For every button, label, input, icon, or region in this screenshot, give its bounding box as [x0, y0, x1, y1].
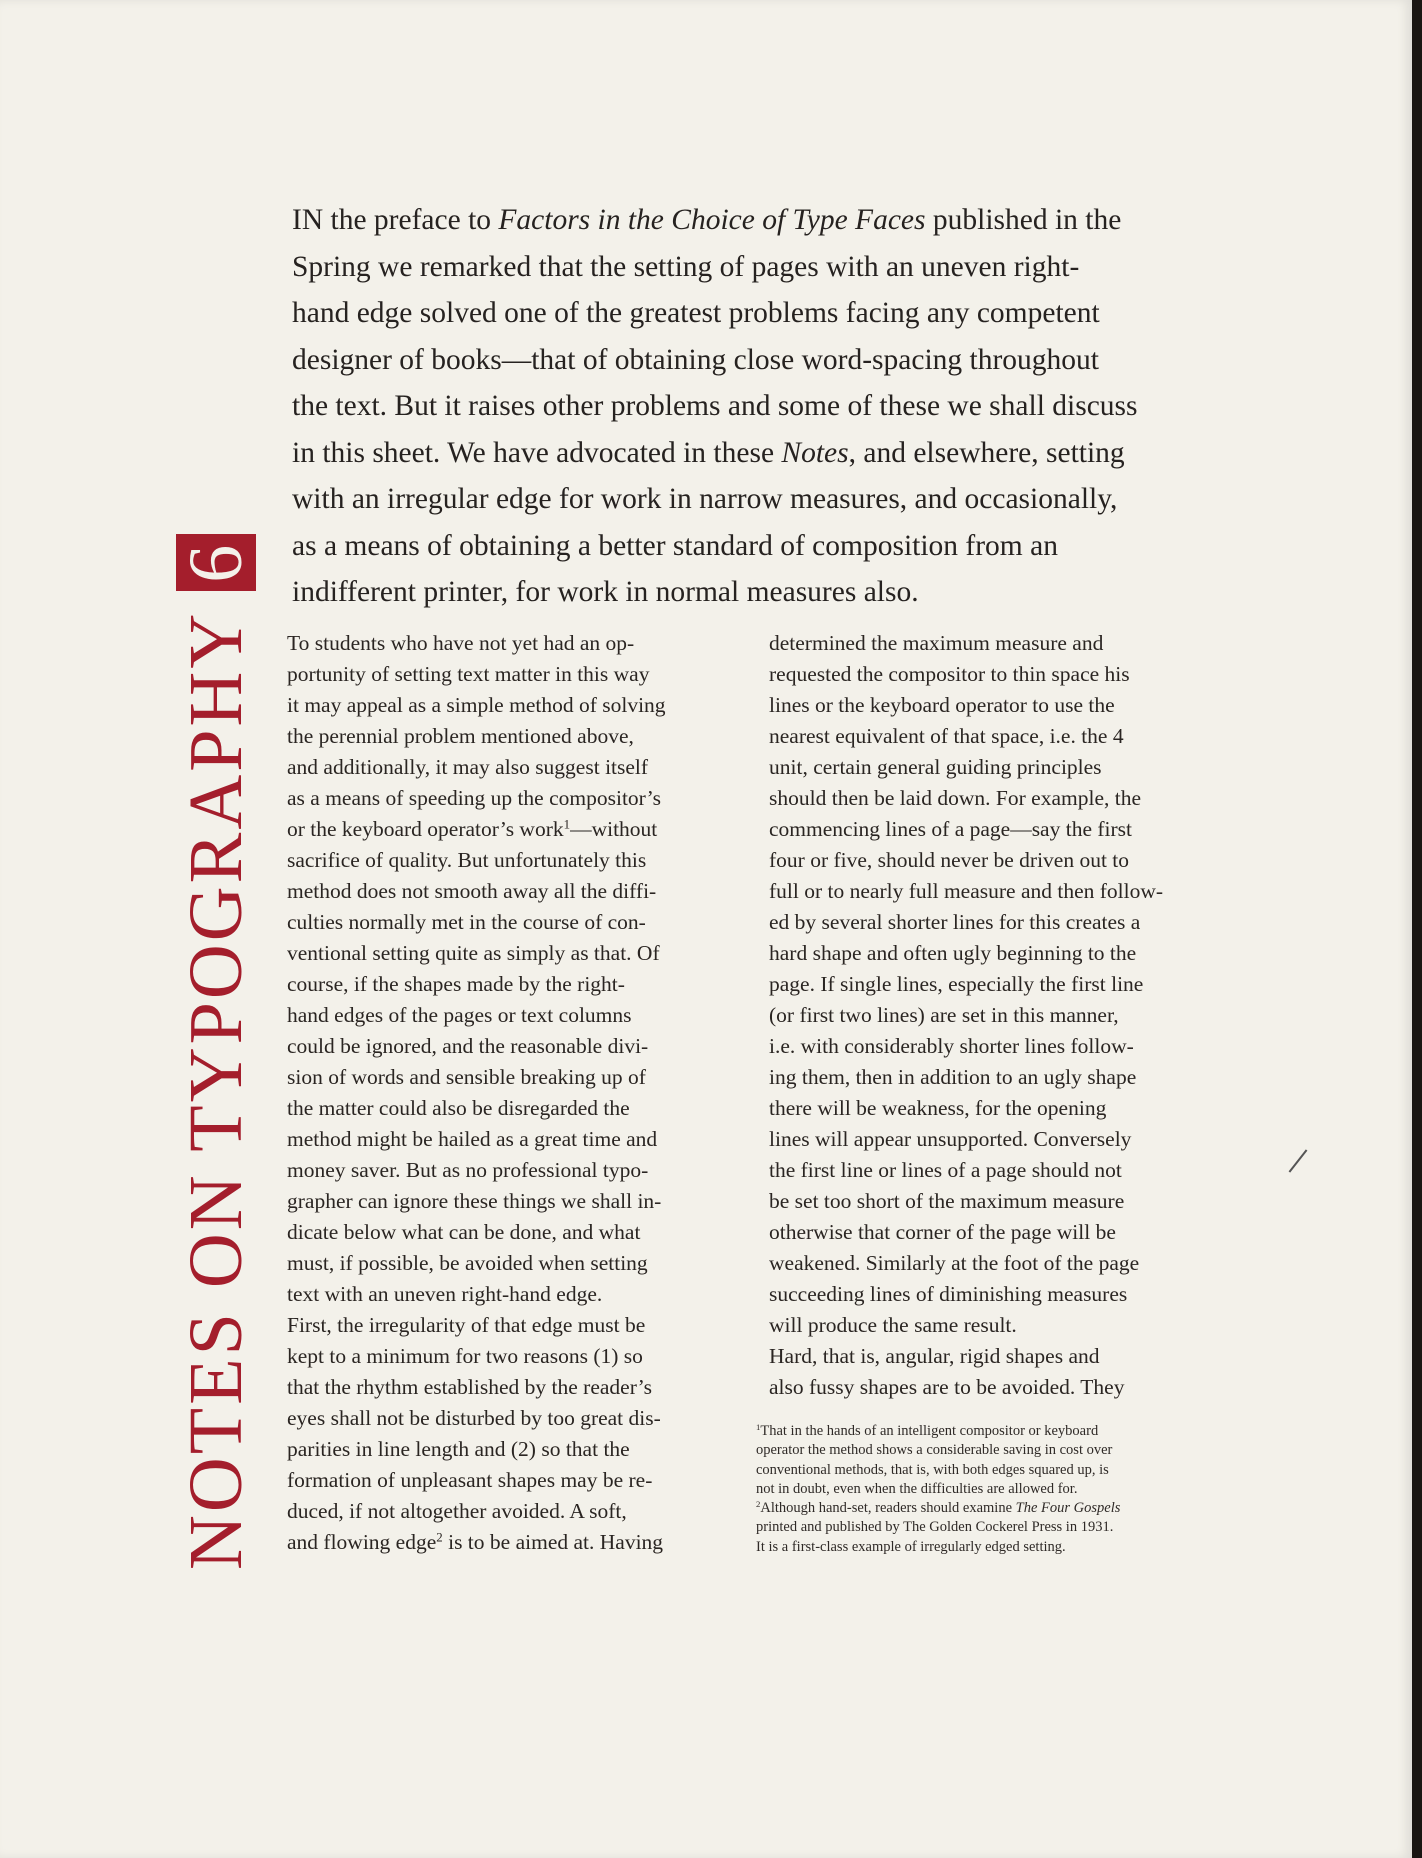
- text-line: grapher can ignore these things we shall in-: [287, 1189, 662, 1213]
- text-line: kept to a minimum for two reasons (1) so: [287, 1344, 643, 1368]
- text-line: be set too short of the maximum measure: [769, 1189, 1125, 1213]
- text-line: ed by several shorter lines for this creates a: [769, 910, 1141, 934]
- text-line: hard shape and often ugly beginning to the: [769, 941, 1137, 965]
- text-line: the perennial problem mentioned above,: [287, 724, 634, 748]
- text-line: or the keyboard operator’s work$^1$—without: [287, 817, 658, 841]
- text-line: portunity of setting text matter in this way: [287, 662, 650, 686]
- text-line: unit, certain general guiding principles: [769, 755, 1102, 779]
- text-line: First, the irregularity of that edge must be: [287, 1313, 646, 1337]
- text-line: method does not smooth away all the diffi-: [287, 879, 657, 903]
- text-line: To students who have not yet had an op-: [287, 631, 635, 655]
- text-line: course, if the shapes made by the right-: [287, 972, 625, 996]
- text-line: lines or the keyboard operator to use the: [769, 693, 1115, 717]
- pencil-mark: [1289, 1149, 1308, 1172]
- text-line: will produce the same result.: [769, 1313, 1017, 1337]
- text-line: requested the compositor to thin space his: [769, 662, 1130, 686]
- text-line: the first line or lines of a page should not: [769, 1158, 1122, 1182]
- text-line: designer of books—that of obtaining close word-spacing throughout: [292, 343, 1100, 376]
- text-line: also fussy shapes are to be avoided. They: [769, 1375, 1125, 1399]
- body-column-right: [769, 628, 1209, 1403]
- text-line: method might be hailed as a great time and: [287, 1127, 658, 1151]
- text-line: indifferent printer, for work in normal measures also.: [292, 576, 919, 608]
- text-line: hand edges of the pages or text columns: [287, 1003, 632, 1027]
- text-line: and additionally, it may also suggest itself: [287, 755, 649, 779]
- footnote-line: $^1$That in the hands of an intelligent compositor or keyboard: [756, 1421, 1099, 1439]
- book-title-italic: The Four Gospels: [1015, 1500, 1121, 1517]
- text-line: hand edge solved one of the greatest problems facing any competent: [292, 297, 1100, 329]
- text-line: it may appeal as a simple method of solving: [287, 693, 666, 717]
- footnote-marker-2: 2: [756, 1498, 761, 1509]
- footnote-line: It is a first-class example of irregularly edged setting.: [756, 1538, 1066, 1555]
- text-line: page. If single lines, especially the first line: [769, 972, 1144, 996]
- text-line: Spring we remarked that the setting of pages with an uneven right-: [292, 250, 1080, 283]
- text-line: should then be laid down. For example, the: [769, 786, 1141, 810]
- intro-paragraph: [292, 197, 1252, 616]
- text-line: ventional setting quite as simply as that. Of: [287, 941, 660, 965]
- text-line: ing them, then in addition to an ugly shape: [769, 1065, 1137, 1089]
- text-line: and flowing edge$^2$ is to be aimed at. Having: [287, 1530, 664, 1554]
- footnote-line: printed and published by The Golden Cockerel Press in 1931.: [756, 1519, 1114, 1536]
- text-line: there will be weakness, for the opening: [769, 1096, 1107, 1120]
- text-line: that the rhythm established by the reader’s: [287, 1375, 652, 1399]
- footnote-line: $^2$Although hand-set, readers should examine The Four Gospels: [756, 1498, 1121, 1517]
- text-line: as a means of obtaining a better standard of composition from an: [292, 529, 1058, 562]
- book-title-italic: Factors in the Choice of Type Faces: [498, 204, 926, 236]
- text-line: the text. But it raises other problems and some of these we shall discuss: [292, 390, 1138, 422]
- text-line: succeeding lines of diminishing measures: [769, 1282, 1128, 1306]
- text-line: in this sheet. We have advocated in these Notes, and elsewhere, setting: [292, 436, 1125, 469]
- notes-italic: Notes: [781, 436, 849, 469]
- text-line: parities in line length and (2) so that the: [287, 1437, 630, 1461]
- footnote-line: operator the method shows a considerable saving in cost over: [756, 1442, 1113, 1459]
- text-line: formation of unpleasant shapes may be re-: [287, 1468, 653, 1492]
- text-line: (or first two lines) are set in this manner,: [769, 1003, 1119, 1027]
- series-title: NOTES ON TYPOGRAPHY: [174, 610, 258, 1570]
- text-line: eyes shall not be disturbed by too great dis-: [287, 1406, 661, 1430]
- text-line: four or five, should never be driven out to: [769, 848, 1130, 872]
- text-line: culties normally met in the course of con-: [287, 910, 646, 934]
- body-column-left: [287, 628, 727, 1558]
- text-line: text with an uneven right-hand edge.: [287, 1282, 603, 1306]
- text-line: otherwise that corner of the page will be: [769, 1220, 1116, 1244]
- text-line: determined the maximum measure and: [769, 631, 1104, 655]
- text-line: must, if possible, be avoided when setting: [287, 1251, 648, 1275]
- text-line: Hard, that is, angular, rigid shapes and: [769, 1344, 1100, 1368]
- text-line: full or to nearly full measure and then follow-: [769, 879, 1164, 903]
- text-line: the matter could also be disregarded the: [287, 1096, 630, 1120]
- text-line: with an irregular edge for work in narrow measures, and occasionally,: [292, 483, 1118, 515]
- text-line: sion of words and sensible breaking up of: [287, 1065, 646, 1089]
- text-line: lines will appear unsupported. Conversely: [769, 1127, 1132, 1151]
- footnote-line: conventional methods, that is, with both edges squared up, is: [756, 1461, 1109, 1478]
- text-line: weakened. Similarly at the foot of the page: [769, 1251, 1140, 1275]
- vertical-title: [176, 150, 256, 1570]
- footnote-line: not in doubt, even when the difficulties are allowed for.: [756, 1480, 1078, 1497]
- text-line: duced, if not altogether avoided. A soft,: [287, 1499, 627, 1523]
- text-line: money saver. But as no professional typo-: [287, 1158, 649, 1182]
- issue-number-badge: 6: [176, 534, 256, 591]
- text-line: as a means of speeding up the compositor’s: [287, 786, 661, 810]
- text-line: commencing lines of a page—say the first: [769, 817, 1133, 841]
- text-line: IN the preface to Factors in the Choice of Type Faces published in the: [292, 204, 1122, 236]
- text-line: i.e. with considerably shorter lines follow-: [769, 1034, 1134, 1058]
- footnotes: [756, 1422, 1216, 1557]
- text-line: dicate below what can be done, and what: [287, 1220, 641, 1244]
- text-line: sacrifice of quality. But unfortunately this: [287, 848, 647, 872]
- text-line: nearest equivalent of that space, i.e. the 4: [769, 724, 1124, 748]
- text-line: could be ignored, and the reasonable divi-: [287, 1034, 649, 1058]
- footnote-marker-1: 1: [756, 1421, 761, 1432]
- footnote-ref-2: 2: [436, 1530, 443, 1545]
- footnote-ref-1: 1: [563, 817, 571, 832]
